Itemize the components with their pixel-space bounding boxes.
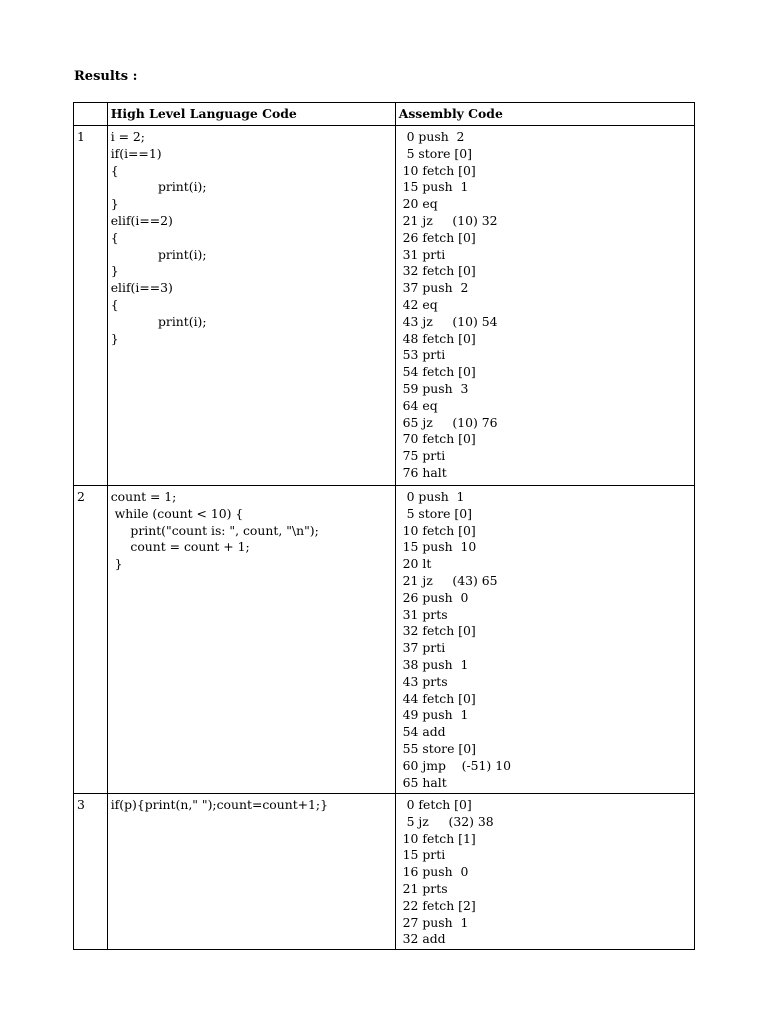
code-line: 27 push 1 xyxy=(398,914,469,930)
code-line: count = count + 1; xyxy=(110,539,250,555)
code-line: if(i==1) xyxy=(110,145,162,161)
row-number: 3 xyxy=(74,794,108,950)
code-line: 75 prti xyxy=(398,448,446,464)
code-line: 42 eq xyxy=(398,296,438,312)
code-line: 53 prti xyxy=(398,347,446,363)
code-line: 16 push 0 xyxy=(398,864,469,880)
code-line: 32 fetch [0] xyxy=(398,623,476,639)
code-line: 22 fetch [2] xyxy=(398,897,476,913)
code-line: while (count < 10) { xyxy=(110,505,244,521)
code-line: count = 1; xyxy=(110,489,177,504)
hll-code-cell xyxy=(107,126,395,486)
code-line: print(i); xyxy=(110,246,207,262)
code-line: 10 fetch [1] xyxy=(398,830,476,846)
code-line: 10 fetch [0] xyxy=(398,162,476,178)
code-line: { xyxy=(110,296,119,312)
code-line: 49 push 1 xyxy=(398,707,469,723)
code-line: 37 prti xyxy=(398,640,446,656)
code-line: 10 fetch [0] xyxy=(398,522,476,538)
code-line: 31 prts xyxy=(398,606,448,622)
table-header-row xyxy=(74,103,695,126)
code-line: 43 prts xyxy=(398,673,448,689)
code-line: 65 halt xyxy=(398,774,447,790)
column-header-assembly: Assembly Code xyxy=(395,103,694,126)
code-line: elif(i==2) xyxy=(110,212,173,228)
row-number: 1 xyxy=(74,126,108,486)
code-line: } xyxy=(110,330,119,346)
hll-code-cell xyxy=(107,794,395,950)
code-line: print(i); xyxy=(110,179,207,195)
assembly-code-cell xyxy=(395,486,694,794)
table-row xyxy=(74,794,695,950)
code-line: 15 push 1 xyxy=(398,179,469,195)
code-line: } xyxy=(110,556,123,572)
results-heading: Results : xyxy=(74,69,138,84)
code-line: 70 fetch [0] xyxy=(398,431,476,447)
code-line: 20 lt xyxy=(398,556,432,572)
code-line: 21 jz (43) 65 xyxy=(398,572,498,588)
row-number: 2 xyxy=(74,486,108,794)
code-line: { xyxy=(110,229,119,245)
column-header-hll: High Level Language Code xyxy=(107,103,395,126)
code-line: i = 2; xyxy=(110,129,145,144)
code-line: } xyxy=(110,196,119,212)
code-line: 5 store [0] xyxy=(398,145,472,161)
code-line: 76 halt xyxy=(398,464,447,480)
code-line: 37 push 2 xyxy=(398,280,469,296)
code-line: 31 prti xyxy=(398,246,446,262)
code-line: 0 push 1 xyxy=(398,489,465,504)
code-line: 32 fetch [0] xyxy=(398,263,476,279)
code-line: 59 push 3 xyxy=(398,380,469,396)
code-line: 38 push 1 xyxy=(398,656,469,672)
code-line: 64 eq xyxy=(398,397,438,413)
code-line: 65 jz (10) 76 xyxy=(398,414,498,430)
code-line: 44 fetch [0] xyxy=(398,690,476,706)
table-row xyxy=(74,486,695,794)
code-line: 15 push 10 xyxy=(398,539,477,555)
table-row xyxy=(74,126,695,486)
code-line: 15 prti xyxy=(398,847,446,863)
code-line: { xyxy=(110,162,119,178)
code-line: 54 add xyxy=(398,724,446,740)
code-line: elif(i==3) xyxy=(110,280,173,296)
column-header-number xyxy=(74,103,108,126)
hll-code-cell xyxy=(107,486,395,794)
code-line: 20 eq xyxy=(398,196,438,212)
code-line: 0 push 2 xyxy=(398,129,465,144)
code-line: if(p){print(n," ");count=count+1;} xyxy=(110,797,328,812)
code-line: } xyxy=(110,263,119,279)
code-line: 21 prts xyxy=(398,880,448,896)
code-line: 32 add xyxy=(398,931,446,947)
code-line: 26 push 0 xyxy=(398,589,469,605)
code-line: 5 jz (32) 38 xyxy=(398,813,494,829)
code-line: 54 fetch [0] xyxy=(398,364,476,380)
code-line: print(i); xyxy=(110,313,207,329)
code-line: print("count is: ", count, "\n"); xyxy=(110,522,319,538)
code-line: 55 store [0] xyxy=(398,740,476,756)
assembly-code-cell xyxy=(395,794,694,950)
code-line: 43 jz (10) 54 xyxy=(398,313,498,329)
code-line: 0 fetch [0] xyxy=(398,797,472,812)
code-line: 5 store [0] xyxy=(398,505,472,521)
code-line: 26 fetch [0] xyxy=(398,229,476,245)
code-line: 48 fetch [0] xyxy=(398,330,476,346)
code-line: 60 jmp (-51) 10 xyxy=(398,757,511,773)
assembly-code-cell xyxy=(395,126,694,486)
code-line: 21 jz (10) 32 xyxy=(398,212,498,228)
results-table xyxy=(73,102,695,950)
